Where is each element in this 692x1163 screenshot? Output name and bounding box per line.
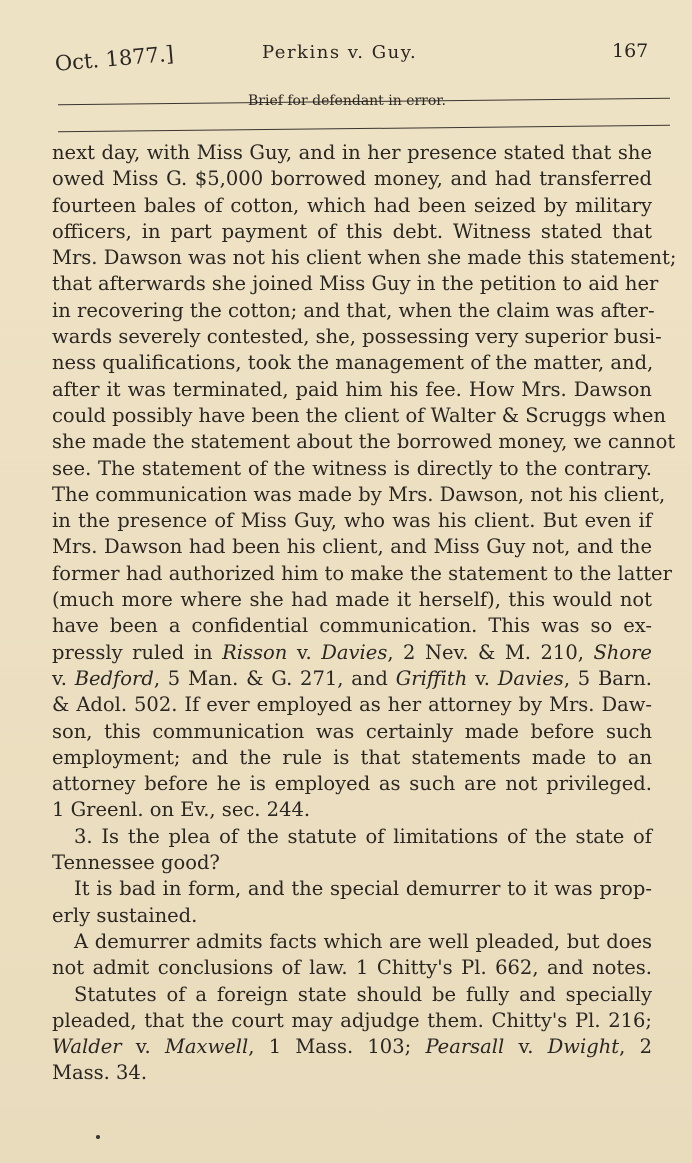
section-subtitle: Brief for defendant in error. [248, 93, 446, 109]
text-run: v. [121, 1035, 165, 1059]
text-line: fourteen bales of cotton, which had been seized by military [52, 193, 652, 217]
body-text [52, 140, 677, 1087]
text-run: , 2 [619, 1035, 652, 1059]
page-number: 167 [612, 40, 649, 62]
case-name: Davies [497, 666, 564, 690]
text-run: v. [52, 666, 75, 690]
text-line: It is bad in form, and the special demurrer to it was prop- [74, 877, 652, 901]
text-line: wards severely contested, she, possessing very superior busi- [52, 325, 662, 349]
text-line-citation [52, 666, 652, 692]
case-name: Walder [52, 1035, 122, 1059]
text-run: , 1 Mass. 103; [248, 1035, 426, 1059]
text-line: owed Miss G. $5,000 borrowed money, and had transferred [52, 167, 652, 191]
text-line: Tennessee good? [52, 851, 220, 875]
case-name: Risson [222, 640, 288, 664]
text-line: erly sustained. [52, 903, 198, 927]
case-name: Bedford [74, 666, 154, 690]
text-line: not admit conclusions of law. 1 Chitty's Pl. 662, and notes. [52, 956, 652, 980]
ink-speck [96, 1135, 100, 1139]
text-line: pleaded, that the court may adjudge them. Chitty's Pl. 216; [52, 1008, 652, 1032]
text-line: 3. Is the plea of the statute of limitations of the state of [74, 824, 652, 848]
case-name: Shore [593, 640, 652, 664]
running-head-title: Perkins v. Guy. [262, 42, 418, 63]
text-line: Mass. 34. [52, 1061, 148, 1085]
header-rule-bottom [58, 125, 670, 132]
text-run: v. [287, 640, 322, 664]
text-line: son, this communication was certainly made before such [52, 719, 652, 743]
case-name: Griffith [395, 666, 468, 690]
text-line: she made the statement about the borrowed money, we cannot [52, 430, 676, 454]
text-line: Statutes of a foreign state should be fully and specially [74, 982, 652, 1006]
text-line: attorney before he is employed as such are not privileged. [52, 772, 652, 796]
text-line: officers, in part payment of this debt. Witness stated that [52, 219, 652, 243]
text-line: The communication was made by Mrs. Dawson, not his client, [52, 482, 666, 506]
text-line: Mrs. Dawson had been his client, and Miss Guy not, and the [52, 535, 652, 559]
text-line: could possibly have been the client of Walter & Scruggs when [52, 403, 666, 427]
text-line: in recovering the cotton; and that, when the claim was after- [52, 298, 655, 322]
text-line: employment; and the rule is that statements made to an [52, 745, 652, 769]
text-run: , 2 Nev. & M. 210, [387, 640, 594, 664]
case-name: Maxwell [164, 1035, 249, 1059]
text-line: see. The statement of the witness is directly to the contrary. [52, 456, 652, 480]
text-run: v. [467, 666, 498, 690]
text-run: , 5 Barn. [563, 666, 652, 690]
text-line: that afterwards she joined Miss Guy in the petition to aid her [52, 272, 659, 296]
text-line-citation [52, 640, 652, 666]
text-run: v. [504, 1035, 548, 1059]
text-line: (much more where she had made it herself), this would not [52, 588, 652, 612]
text-line: A demurrer admits facts which are well pleaded, but does [74, 929, 652, 953]
text-line: have been a confidential communication. This was so ex- [52, 614, 652, 638]
text-line: next day, with Miss Guy, and in her presence stated that she [52, 141, 652, 164]
case-name: Pearsall [425, 1035, 505, 1059]
text-run: , 5 Man. & G. 271, and [153, 666, 396, 690]
case-name: Davies [321, 640, 388, 664]
text-line: in the presence of Miss Guy, who was his client. But even if [52, 509, 652, 533]
text-line: ness qualifications, took the management of the matter, and, [52, 351, 654, 375]
text-line: Mrs. Dawson was not his client when she made this statement; [52, 246, 677, 270]
text-line: after it was terminated, paid him his fee. How Mrs. Dawson [52, 377, 652, 401]
case-name: Dwight [547, 1035, 620, 1059]
text-run: pressly ruled in [52, 640, 223, 664]
text-line: & Adol. 502. If ever employed as her attorney by Mrs. Daw- [52, 693, 652, 717]
text-line: 1 Greenl. on Ev., sec. 244. [52, 798, 311, 822]
text-line: former had authorized him to make the statement to the latter [52, 561, 672, 585]
text-line-citation [52, 1034, 652, 1060]
running-head-date: Oct. 1877.] [54, 41, 175, 76]
